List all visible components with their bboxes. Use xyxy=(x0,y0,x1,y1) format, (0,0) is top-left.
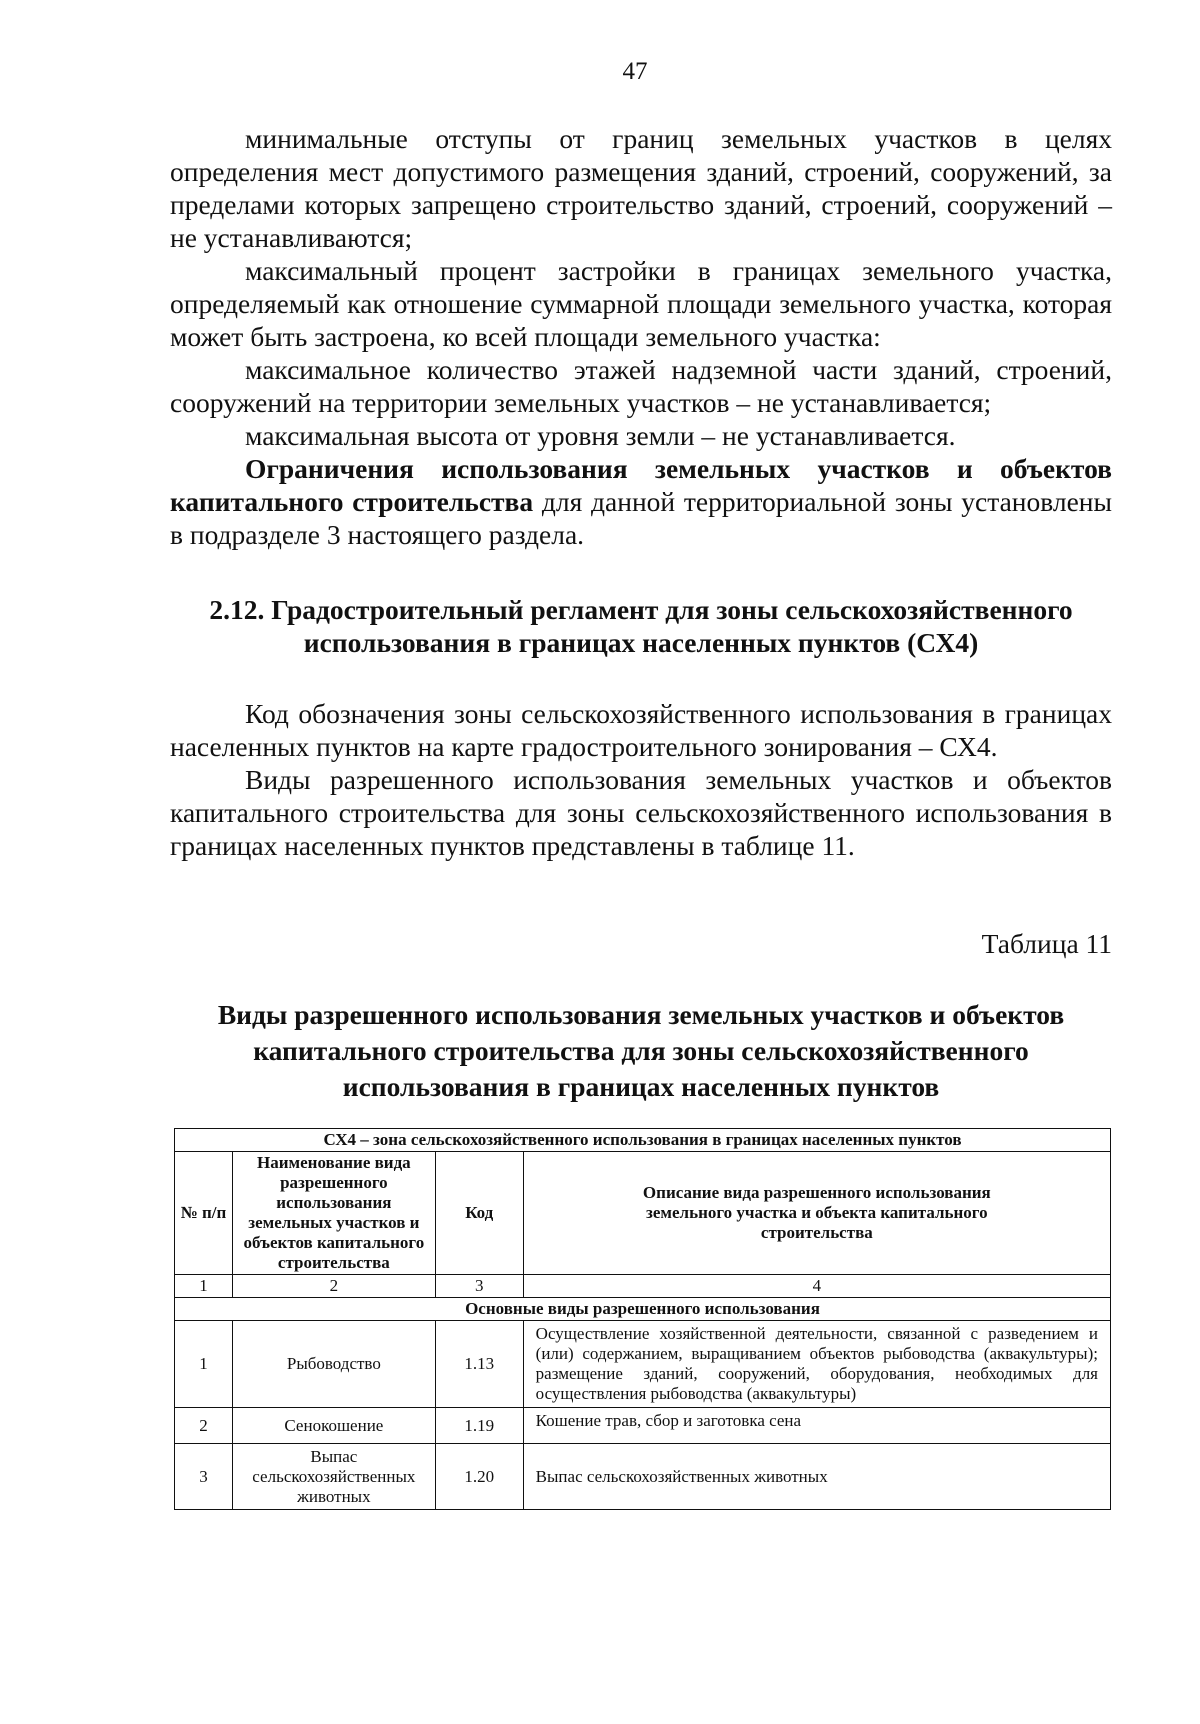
row-name: Рыбоводство xyxy=(232,1321,435,1408)
table-title xyxy=(170,997,1112,1105)
row-code: 1.13 xyxy=(435,1321,523,1408)
col-header-desc: Описание вида разрешенного использования земельного участка и объекта капитального строительства xyxy=(523,1152,1110,1275)
table-row xyxy=(175,1444,1111,1510)
restrictions-bold-text: Ограничения использования земельных участков и объектов капитального строительства xyxy=(170,453,1112,517)
body-text-lower xyxy=(170,697,1112,862)
paragraph-height: максимальная высота от уровня земли – не устанавливается. xyxy=(245,420,956,451)
table-row xyxy=(175,1321,1111,1408)
row-name: Выпас сельскохозяйственных животных xyxy=(232,1444,435,1510)
column-header-row xyxy=(175,1152,1111,1275)
restrictions-rest-text: для данной территориальной зоны установлены в подразделе 3 настоящего раздела. xyxy=(170,486,1112,550)
col-number-4: 4 xyxy=(523,1275,1110,1298)
col-header-num: № п/п xyxy=(175,1152,233,1275)
group-header-row xyxy=(175,1298,1111,1321)
section-heading xyxy=(170,593,1112,659)
permitted-use-table xyxy=(174,1128,1111,1510)
column-number-row xyxy=(175,1275,1111,1298)
row-desc: Кошение трав, сбор и заготовка сена xyxy=(523,1408,1110,1444)
row-name: Сенокошение xyxy=(232,1408,435,1444)
body-text-upper xyxy=(170,122,1112,551)
col-number-3: 3 xyxy=(435,1275,523,1298)
row-desc: Выпас сельскохозяйственных животных xyxy=(523,1444,1110,1510)
paragraph-zone-code: Код обозначения зоны сельскохозяйственного использования в границах населенных пунктов на карте градостроительного зонирования – СХ4. xyxy=(170,698,1112,762)
row-num: 3 xyxy=(175,1444,233,1510)
table-title-line3: использования в границах населенных пунктов xyxy=(342,1071,940,1102)
row-code: 1.20 xyxy=(435,1444,523,1510)
row-num: 2 xyxy=(175,1408,233,1444)
table-label: Таблица 11 xyxy=(981,928,1112,959)
row-code: 1.19 xyxy=(435,1408,523,1444)
group-header: Основные виды разрешенного использования xyxy=(175,1298,1111,1321)
table-row xyxy=(175,1408,1111,1444)
zone-header-row xyxy=(175,1129,1111,1152)
row-desc: Осуществление хозяйственной деятельности, связанной с разведением и (или) содержанием, выращиванием объектов рыбоводства (аквакультуры); размещение зданий, сооружений, оборудования, необходимых для осуществления рыбоводства (аквакультуры) xyxy=(523,1321,1110,1408)
table-title-line1: Виды разрешенного использования земельных участков и объектов xyxy=(217,999,1065,1030)
col-header-code: Код xyxy=(435,1152,523,1275)
paragraph-build-percent: максимальный процент застройки в границах земельного участка, определяемый как отношение суммарной площади земельного участка, которая может быть застроена, ко всей площади земельного участка: xyxy=(170,255,1112,352)
paragraph-setbacks: минимальные отступы от границ земельных участков в целях определения мест допустимого размещения зданий, строений, сооружений, за пределами которых запрещено строительство зданий, строений, сооружений – не устанавливаются; xyxy=(170,123,1112,253)
col-number-1: 1 xyxy=(175,1275,233,1298)
section-heading-line2: использования в границах населенных пунктов (СХ4) xyxy=(303,627,979,658)
paragraph-floors: максимальное количество этажей надземной части зданий, строений, сооружений на территории земельных участков – не устанавливается; xyxy=(170,354,1112,418)
page-number: 47 xyxy=(622,58,648,85)
row-num: 1 xyxy=(175,1321,233,1408)
zone-header: СХ4 – зона сельскохозяйственного использования в границах населенных пунктов xyxy=(175,1129,1111,1152)
section-heading-line1: 2.12. Градостроительный регламент для зоны сельскохозяйственного xyxy=(209,594,1073,625)
col-header-name: Наименование вида разрешенного использования земельных участков и объектов капитального строительства xyxy=(232,1152,435,1275)
col-number-2: 2 xyxy=(232,1275,435,1298)
table-title-line2: капитального строительства для зоны сельскохозяйственного xyxy=(253,1035,1029,1066)
paragraph-table-ref: Виды разрешенного использования земельных участков и объектов капитального строительства для зоны сельскохозяйственного использования в границах населенных пунктов представлены в таблице 11. xyxy=(170,764,1112,861)
paragraph-restrictions xyxy=(170,452,1112,551)
